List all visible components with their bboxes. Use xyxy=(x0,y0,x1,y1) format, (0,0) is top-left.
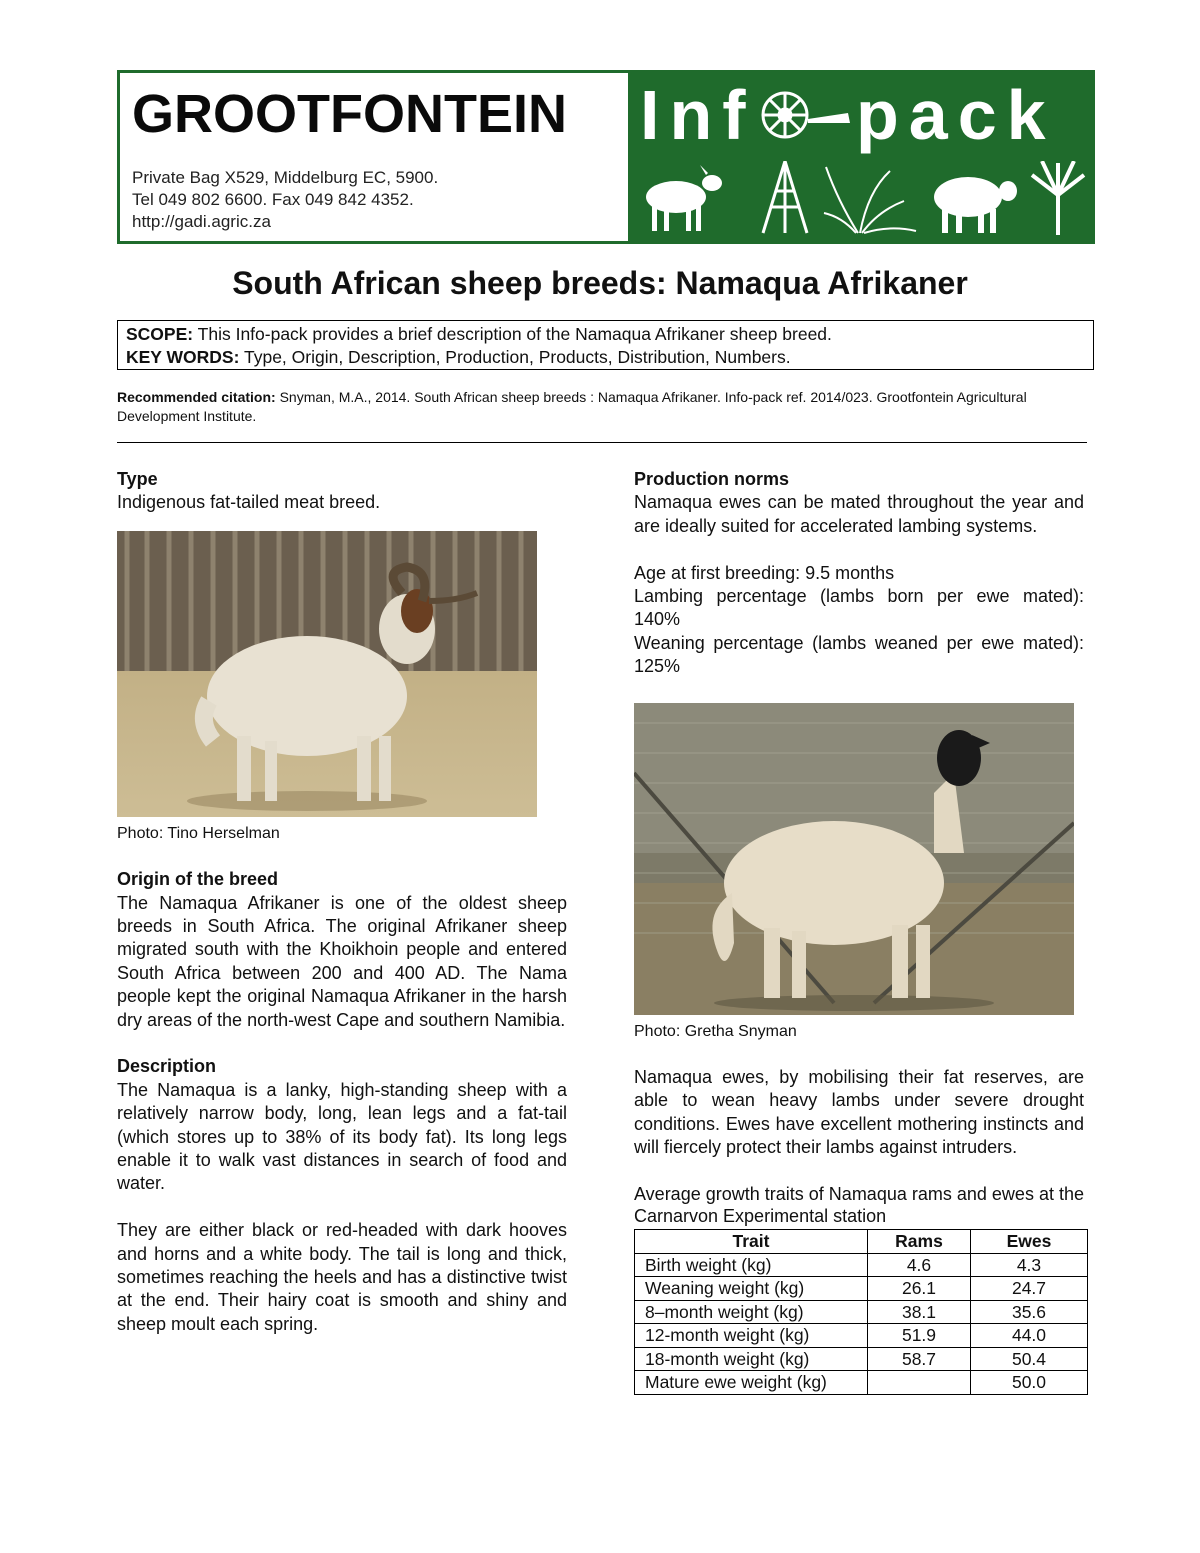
table-row xyxy=(635,1324,1088,1348)
photo-caption: Photo: Tino Herselman xyxy=(117,824,280,842)
svg-text:Inf: Inf xyxy=(640,76,756,154)
header-banner xyxy=(117,70,1095,244)
citation-label: Recommended citation: xyxy=(117,389,276,405)
growth-traits-table xyxy=(634,1229,1088,1395)
ewes-cell: 24.7 xyxy=(971,1277,1088,1301)
windmill-tower-icon xyxy=(763,161,807,233)
description-paragraph-2: They are either black or red-headed with dark hooves and horns and a white body. The tail is long and thick, sometimes reaching the heels and has a distinctive twist at the end. Their hairy coat is smooth and shiny and sheep moult each spring. xyxy=(117,1220,567,1334)
rams-cell: 58.7 xyxy=(868,1347,971,1371)
ewes-cell: 44.0 xyxy=(971,1324,1088,1348)
phone-fax-line: Tel 049 802 6600. Fax 049 842 4352. xyxy=(132,190,414,209)
weaning-percentage: Weaning percentage (lambs weaned per ewe mated): 125% xyxy=(634,632,1084,677)
table-row xyxy=(635,1253,1088,1277)
ewes-cell: 50.4 xyxy=(971,1347,1088,1371)
ram-photo xyxy=(117,531,537,817)
lambing-percentage: Lambing percentage (lambs born per ewe mated): 140% xyxy=(634,586,1084,630)
citation-text: Snyman, M.A., 2014. South African sheep breeds : Namaqua Afrikaner. Info-pack ref. 2014/023. Grootfontein Agricultural Development Institute. xyxy=(117,389,1027,424)
rams-cell: 26.1 xyxy=(868,1277,971,1301)
keywords-text: Type, Origin, Description, Production, Products, Distribution, Numbers. xyxy=(239,347,791,367)
section-divider xyxy=(117,442,1087,443)
rams-cell: 38.1 xyxy=(868,1300,971,1324)
description-heading: Description xyxy=(117,1056,217,1077)
svg-text:pack: pack xyxy=(856,76,1056,154)
trait-cell: 12-month weight (kg) xyxy=(635,1324,868,1348)
ewes-text: Namaqua ewes, by mobilising their fat reserves, are able to wean heavy lambs under severe drought conditions. Ewes have excellent mothering instincts and will fiercely protect their lambs against intruders. xyxy=(634,1067,1084,1158)
address-line: Private Bag X529, Middelburg EC, 5900. xyxy=(132,168,439,187)
keywords-label: KEY WORDS: xyxy=(126,347,240,367)
trait-cell: 18-month weight (kg) xyxy=(635,1347,868,1371)
origin-text: The Namaqua Afrikaner is one of the oldest sheep breeds in South Africa. The original Afrikaner sheep migrated south with the Khoikhoin people and entered South Africa between 200 and 400 AD. The Nama people kept the original Namaqua Afrikaner in the harsh dry areas of the north-west Cape and southern Namibia. xyxy=(117,892,567,1030)
info-pack-logo xyxy=(628,73,1092,241)
origin-heading: Origin of the breed xyxy=(117,869,279,890)
page-title: South African sheep breeds: Namaqua Afrikaner xyxy=(232,265,968,301)
website-link[interactable]: http://gadi.agric.za xyxy=(132,212,271,231)
rams-cell: 51.9 xyxy=(868,1324,971,1348)
aloe-plant-icon xyxy=(1032,161,1084,235)
description-paragraph-1: The Namaqua is a lanky, high-standing sheep with a relatively narrow body, long, lean legs and a fat-tail (which stores up to 38% of its body fat). Its long legs enable it to walk vast distances in search of food and water. xyxy=(117,1079,567,1194)
trait-cell: Weaning weight (kg) xyxy=(635,1277,868,1301)
table-row xyxy=(635,1277,1088,1301)
header-illustrations xyxy=(628,161,1092,241)
rams-cell xyxy=(868,1371,971,1395)
table-header-row xyxy=(635,1230,1088,1254)
scope-label: SCOPE: xyxy=(126,324,194,344)
column-header-rams: Rams xyxy=(868,1230,971,1254)
column-header-ewes: Ewes xyxy=(971,1230,1088,1254)
table-caption: Average growth traits of Namaqua rams and ewes at the Carnarvon Experimental station xyxy=(634,1184,1084,1227)
sheep-icon xyxy=(934,177,1017,233)
table-row xyxy=(635,1300,1088,1324)
type-heading: Type xyxy=(117,469,158,489)
photo-caption: Photo: Gretha Snyman xyxy=(634,1022,797,1040)
production-text: Namaqua ewes can be mated throughout the year and are ideally suited for accelerated lambing systems. xyxy=(634,492,1084,536)
ewes-cell: 50.0 xyxy=(971,1371,1088,1395)
age-first-breeding: Age at first breeding: 9.5 months xyxy=(634,562,895,583)
rams-cell: 4.6 xyxy=(868,1253,971,1277)
trait-cell: Birth weight (kg) xyxy=(635,1253,868,1277)
left-column xyxy=(117,468,567,1336)
right-column xyxy=(634,468,1084,1395)
ewe-photo xyxy=(634,703,1074,1015)
ewes-cell: 4.3 xyxy=(971,1253,1088,1277)
brand-name: GROOTFONTEIN xyxy=(132,84,567,144)
type-text: Indigenous fat-tailed meat breed. xyxy=(117,492,381,513)
header-address-block xyxy=(120,73,628,241)
windmill-wheel-icon xyxy=(763,93,807,137)
trait-cell: Mature ewe weight (kg) xyxy=(635,1371,868,1395)
recommended-citation xyxy=(117,388,1077,426)
column-header-trait: Trait xyxy=(635,1230,868,1254)
scope-box xyxy=(117,320,1094,370)
scope-text: This Info-pack provides a brief description of the Namaqua Afrikaner sheep breed. xyxy=(193,324,832,344)
info-pack-wordmark-logo xyxy=(628,73,1092,159)
table-row xyxy=(635,1371,1088,1395)
table-row xyxy=(635,1347,1088,1371)
ewes-cell: 35.6 xyxy=(971,1300,1088,1324)
production-heading: Production norms xyxy=(634,469,790,489)
grass-plant-icon xyxy=(824,167,916,233)
trait-cell: 8–month weight (kg) xyxy=(635,1300,868,1324)
goat-icon xyxy=(646,165,722,231)
